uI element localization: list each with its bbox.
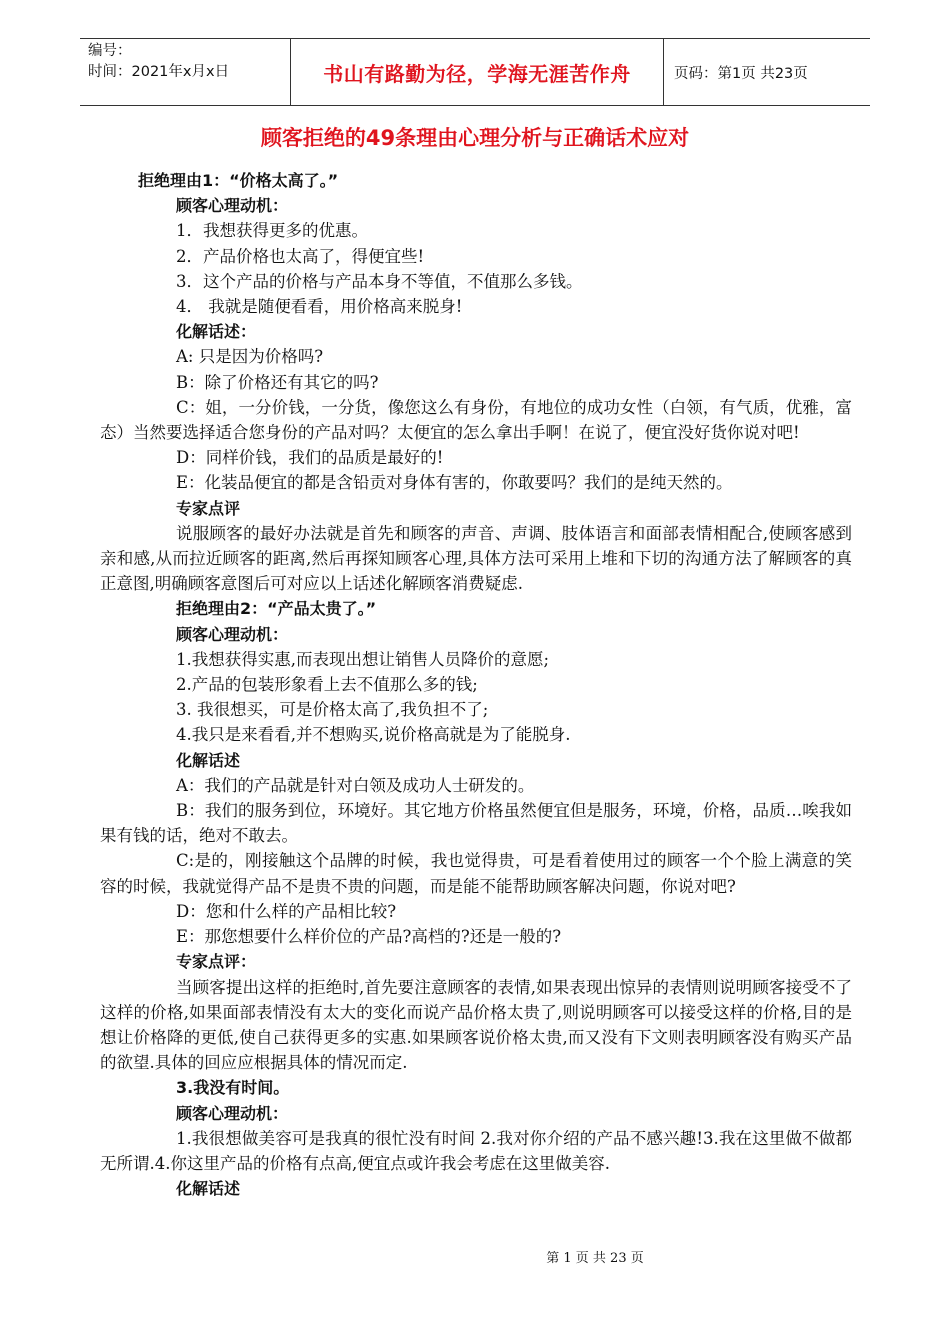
- sub-heading: 拒绝理由2：“产品太贵了。”: [176, 599, 377, 619]
- sub-heading: 专家点评：: [176, 952, 257, 972]
- document-body: [100, 168, 852, 1201]
- text-line: B：除了价格还有其它的吗?: [176, 372, 379, 392]
- paragraph: 1.我很想做美容可是我真的很忙没有时间 2.我对你介绍的产品不感兴趣!3.我在这里做不做都无所谓.4.你这里产品的价格有点高,便宜点或许我会考虑在这里做美容.: [100, 1128, 852, 1173]
- header-motto: 书山有路勤为径，学海无涯苦作舟: [291, 39, 664, 105]
- number-label: 编号：: [88, 43, 132, 59]
- text-line: 4.我只是来看看,并不想购买,说价格高就是为了能脱身.: [176, 725, 571, 745]
- document-title: 顾客拒绝的49条理由心理分析与正确话术应对: [260, 126, 690, 150]
- text-line: E：那您想要什么样价位的产品?高档的?还是一般的?: [176, 927, 562, 947]
- sub-heading: 顾客心理动机：: [176, 1103, 289, 1123]
- paragraph: 说服顾客的最好办法就是首先和顾客的声音、声调、肢体语言和面部表情相配合,使顾客感到亲和感,从而拉近顾客的距离,然后再探知顾客心理,具体方法可采用上堆和下切的沟通方法了解顾客的真正意图,明确顾客意图后可对应以上话述化解顾客消费疑虑.: [100, 523, 852, 594]
- header-meta: [80, 39, 291, 105]
- text-line: 2.产品的包装形象看上去不值那么多的钱;: [176, 675, 478, 695]
- text-line: A: 只是因为价格吗?: [176, 347, 324, 367]
- text-line: 2．产品价格也太高了，得便宜些!: [176, 246, 425, 266]
- paragraph: C：姐，一分价钱，一分货，像您这么有身份，有地位的成功女性（白领，有气质，优雅，富态）当然要选择适合您身份的产品对吗？太便宜的怎么拿出手啊！在说了，便宜没好货你说对吧!: [100, 397, 852, 443]
- paragraph: B：我们的服务到位，环境好。其它地方价格虽然便宜但是服务，环境，价格，品质…唉我如果有钱的话，绝对不敢去。: [100, 801, 852, 846]
- page-footer: 第 1 页 共 23 页: [546, 1251, 644, 1266]
- text-line: 4． 我就是随便看看，用价格高来脱身!: [176, 297, 463, 317]
- sub-heading: 顾客心理动机：: [176, 196, 289, 216]
- sub-heading: 顾客心理动机：: [176, 624, 289, 644]
- text-line: 3．这个产品的价格与产品本身不等值，不值那么多钱。: [176, 271, 583, 291]
- paragraph: 当顾客提出这样的拒绝时,首先要注意顾客的表情,如果表现出惊异的表情则说明顾客接受不了这样的价格,如果面部表情没有太大的变化而说产品价格太贵了,则说明顾客可以接受这样的价格,目的是想让价格降的更低,使自己获得更多的实惠.如果顾客说价格太贵,而又没有下文则表明顾客没有购买产品的欲望.具体的回应应根据具体的情况而定.: [100, 977, 852, 1073]
- text-line: A：我们的产品就是针对白领及成功人士研发的。: [176, 775, 535, 795]
- sub-heading: 化解话述: [176, 750, 241, 770]
- document-header: [80, 38, 870, 106]
- sub-heading: 化解话述: [176, 1179, 241, 1199]
- text-line: 3. 我很想买，可是价格太高了,我负担不了;: [176, 700, 489, 720]
- section-heading: 拒绝理由1：“价格太高了。”: [138, 171, 339, 190]
- time-label: 时间：2021年x月x日: [88, 64, 230, 80]
- text-line: 1．我想获得更多的优惠。: [176, 221, 368, 241]
- text-line: 1.我想获得实惠,而表现出想让销售人员降价的意愿;: [176, 649, 550, 669]
- sub-heading: 3.我没有时间。: [176, 1078, 290, 1098]
- text-line: D：您和什么样的产品相比较?: [176, 901, 397, 921]
- sub-heading: 化解话述：: [176, 322, 257, 342]
- paragraph: C:是的，刚接触这个品牌的时候，我也觉得贵，可是看着使用过的顾客一个个脸上满意的笑容的时候，我就觉得产品不是贵不贵的问题，而是能不能帮助顾客解决问题，你说对吧?: [100, 851, 852, 896]
- sub-heading: 专家点评: [176, 498, 241, 518]
- text-line: D：同样价钱，我们的品质是最好的!: [176, 448, 444, 468]
- header-page-info: 页码：第1页 共23页: [674, 65, 808, 82]
- text-line: E：化装品便宜的都是含铅贡对身体有害的，你敢要吗？我们的是纯天然的。: [176, 473, 733, 493]
